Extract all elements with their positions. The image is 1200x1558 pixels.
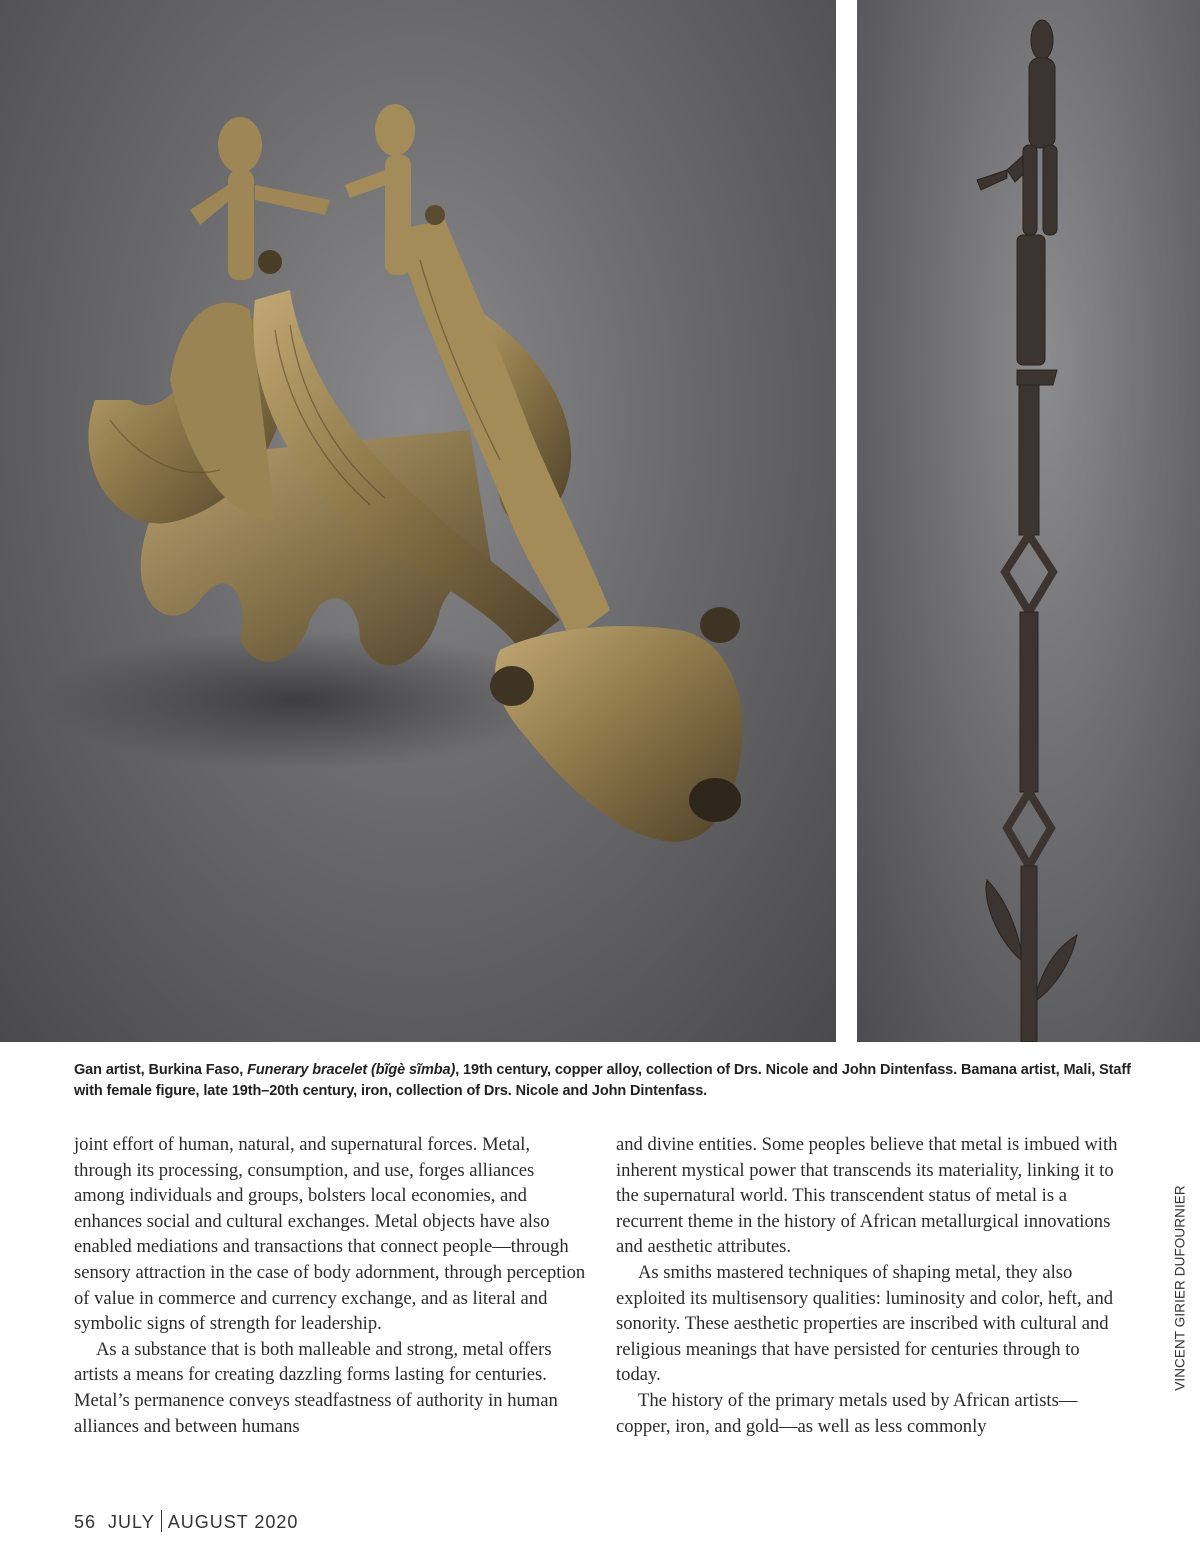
- body-column-right: [616, 1132, 1128, 1439]
- caption-title-1: Funerary bracelet (bĩgè sĩmba): [247, 1062, 456, 1078]
- page-folio: [74, 1510, 298, 1533]
- body-paragraph: joint effort of human, natural, and supernatural forces. Metal, through its processing, consumption, and use, forges alliances among individuals and groups, bolsters local economies, and enhances social and cultural exchanges. Metal objects have also enabled mediations and transactions that connect people—through sensory attraction in the case of body adornment, through perception of value in commerce and currency exchange, and as literal and symbolic signs of strength for leadership.: [74, 1134, 586, 1335]
- staff-upper-shaft: [1019, 385, 1039, 535]
- issue-month-1: JULY: [108, 1512, 155, 1532]
- bracelet-horn-left: [490, 666, 534, 706]
- body-paragraph: and divine entities. Some peoples believe that metal is imbued with inherent mystical power that transcends its materiality, linking it to the supernatural world. This transcendent status of metal is a recurrent theme in the history of African metallurgical innovations and aesthetic attributes.: [616, 1134, 1118, 1258]
- staff-loop-upper: [1005, 535, 1053, 612]
- staff-loop-lower: [1007, 792, 1051, 866]
- body-paragraph: As a substance that is both malleable and strong, metal offers artists a means for creating dazzling forms lasting for centuries. Metal’s permanence conveys steadfastness of authority in human alliances and between humans: [74, 1338, 558, 1437]
- bracelet-shadow: [40, 630, 560, 770]
- staff-hook-left: [986, 880, 1021, 960]
- photo-credit-text: VINCENT GIRIER DUFOURNIER: [1172, 1185, 1188, 1391]
- bracelet-illustration: [0, 0, 836, 1042]
- body-paragraph: The history of the primary metals used by African artists—copper, iron, and gold—as well as less commonly: [616, 1389, 1078, 1437]
- body-paragraph: As smiths mastered techniques of shaping metal, they also exploited its multisensory qualities: luminosity and color, heft, and sonority. These aesthetic properties are inscribed with cultural and religious meanings that have persisted for centuries through to today.: [616, 1261, 1114, 1386]
- bracelet-snout: [689, 778, 741, 822]
- body-column-left: [74, 1132, 586, 1439]
- staff-lower-shaft: [1021, 866, 1037, 1042]
- caption-part-1: Gan artist, Burkina Faso,: [74, 1062, 248, 1078]
- photo-caption: [74, 1060, 1134, 1102]
- bracelet-horn-right: [700, 607, 740, 643]
- staff-middle-shaft: [1020, 612, 1038, 792]
- bracelet-photo: [0, 0, 836, 1042]
- page-number: 56: [74, 1512, 97, 1532]
- staff-illustration: [857, 0, 1200, 1042]
- issue-month-2: AUGUST 2020: [167, 1512, 299, 1532]
- bracelet-figure-left: [190, 117, 330, 280]
- caption-part-2: , 19th century, copper alloy, collection of Drs. Nicole and John Dintenfass. Bamana artist, Mali, Staff with female figure, late 19th–20th century, iron, collection of Drs. Nicole and John Dintenfass.: [74, 1062, 1131, 1099]
- staff-hook-right: [1037, 935, 1077, 1000]
- staff-female-figure: [977, 20, 1057, 385]
- staff-photo: [857, 0, 1200, 1042]
- photo-credit: [1165, 1138, 1195, 1438]
- folio-divider: [161, 1510, 162, 1532]
